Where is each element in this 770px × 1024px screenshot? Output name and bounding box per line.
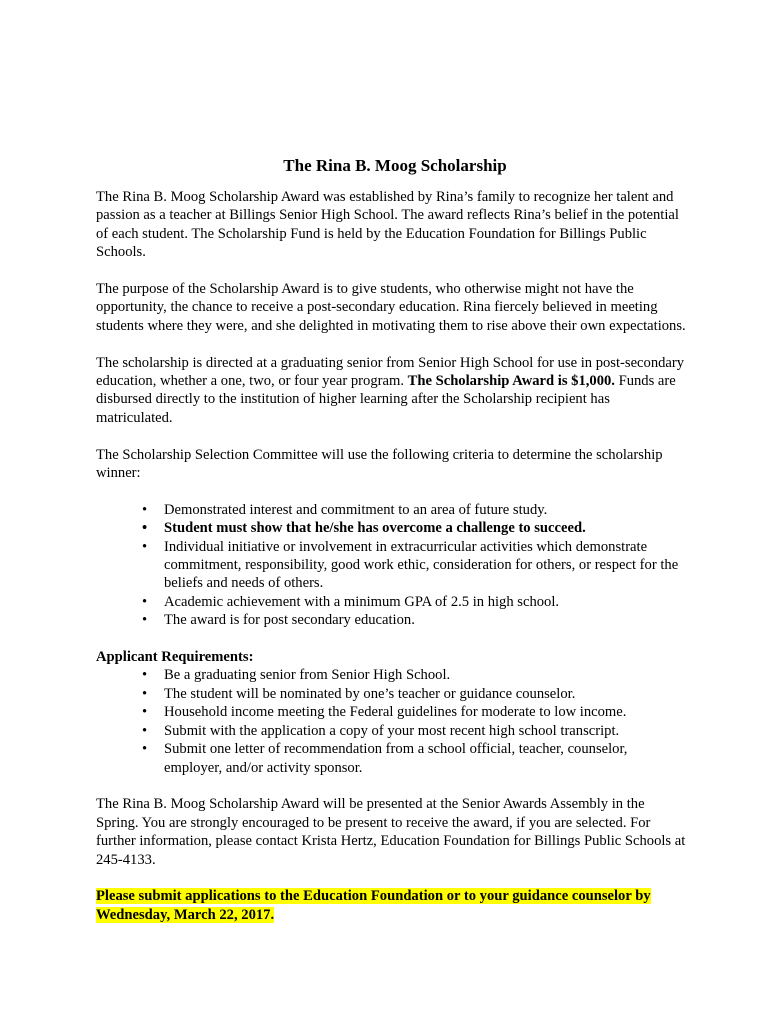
requirement-item: • Submit one letter of recommendation from a school official, teacher, counselor, employer, and/or activity sponsor.: [164, 740, 686, 777]
requirement-item: • Be a graduating senior from Senior High School.: [164, 666, 686, 684]
deadline-highlight: Please submit applications to the Education Foundation or to your guidance counselor by Wednesday, March 22, 2017.: [96, 888, 651, 923]
requirement-item: • Submit with the application a copy of your most recent high school transcript.: [164, 722, 686, 740]
document-title: The Rina B. Moog Scholarship: [283, 156, 507, 175]
criteria-item: • Individual initiative or involvement in extracurricular activities which demonstrate commitment, responsibility, good work ethic, consideration for others, or respect for the beliefs and needs of others.: [164, 538, 686, 593]
requirement-item: • The student will be nominated by one’s teacher or guidance counselor.: [164, 685, 686, 703]
criteria-intro-paragraph: The Scholarship Selection Committee will use the following criteria to determine the scholarship winner:: [96, 446, 663, 482]
intro-paragraph: The Rina B. Moog Scholarship Award was established by Rina’s family to recognize her talent and passion as a teacher at Billings Senior High School. The award reflects Rina’s belief in the potential of each student. The Scholarship Fund is held by the Education Foundation for Billings Public Schools.: [96, 189, 679, 261]
requirements-list: [96, 666, 686, 776]
document-page: [96, 155, 686, 943]
criteria-item: • Student must show that he/she has overcome a challenge to succeed.: [164, 519, 686, 537]
requirements-heading: Applicant Requirements:: [96, 649, 254, 666]
directed-text-end: Funds are disbursed directly to the institution of higher learning after the Scholarship recipient has matriculated.: [96, 373, 676, 426]
directed-paragraph: [96, 354, 686, 428]
deadline-paragraph: [96, 887, 686, 924]
criteria-list: [96, 501, 686, 630]
criteria-item: • Demonstrated interest and commitment to an area of future study.: [164, 501, 686, 519]
directed-text-start: The scholarship is directed at a graduating senior from Senior High School for use in post-secondary education, whether a one, two, or four year program.: [96, 354, 685, 390]
award-amount-text: The Scholarship Award is $1,000.: [407, 373, 615, 390]
criteria-item: • Academic achievement with a minimum GPA of 2.5 in high school.: [164, 593, 686, 611]
presentation-paragraph: The Rina B. Moog Scholarship Award will be presented at the Senior Awards Assembly in the Spring. You are strongly encouraged to be present to receive the award, if you are selected. For further information, please contact Krista Hertz, Education Foundation for Billings Public Schools at 245-4133.: [96, 796, 686, 868]
requirement-item: • Household income meeting the Federal guidelines for moderate to low income.: [164, 703, 686, 721]
criteria-item: • The award is for post secondary education.: [164, 611, 686, 629]
purpose-paragraph: The purpose of the Scholarship Award is to give students, who otherwise might not have the opportunity, the chance to receive a post-secondary education. Rina fiercely believed in meeting students where they were, and she delighted in motivating them to rise above their own expectations.: [96, 281, 686, 334]
